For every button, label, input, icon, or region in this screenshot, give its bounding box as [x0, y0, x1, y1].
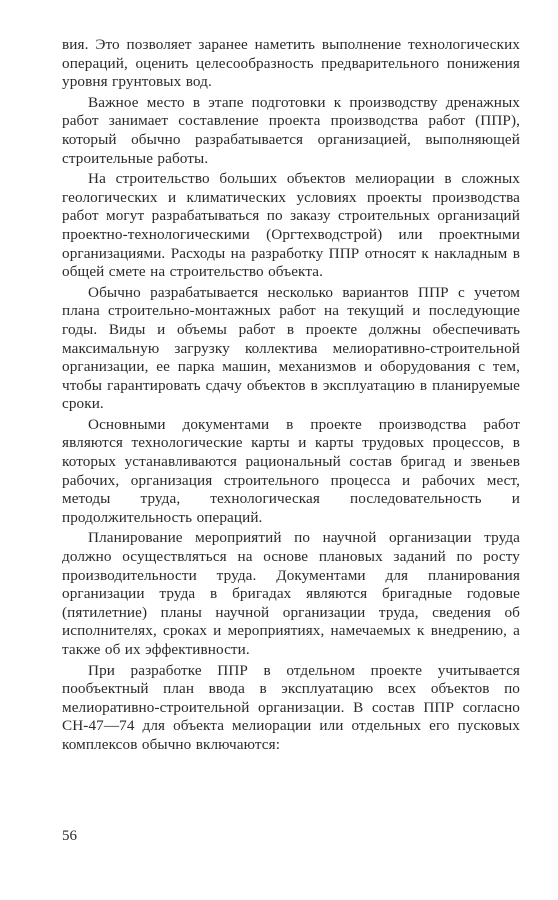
paragraph-continuation: вия. Это позволяет заранее наметить выполнение технологических операций, оценить целесообразность предварительного понижения уровня грунтовых вод. [62, 36, 520, 91]
paragraph-variants: Обычно разрабатывается несколько вариантов ППР с учетом плана строительно-монтажных работ на текущий и последующие годы. Виды и объемы работ в проекте должны обеспечивать максимальную загрузку коллектива мелиоративно-строительной организации, ее парка машин, механизмов и оборудования с тем, чтобы гарантировать сдачу объектов в эксплуатацию в планируемые сроки. [62, 283, 520, 413]
paragraph-main-documents: Основными документами в проекте производства работ являются технологические карты и карты трудовых процессов, в которых устанавливаются рациональный состав бригад и звеньев рабочих, организация строительного процесса и рабочих мест, методы труда, технологическая последовательность и продолжительность операций. [62, 415, 520, 526]
page-body [62, 36, 520, 755]
paragraph-ppr-contents: При разработке ППР в отдельном проекте учитывается пообъектный план ввода в эксплуатацию всех объектов по мелиоративно-строительной организации. В состав ППР согласно СН-47—74 для объекта мелиорации или отдельных его пусковых комплексов обычно включаются: [62, 661, 520, 753]
paragraph-labor-planning: Планирование мероприятий по научной организации труда должно осуществляться на основе плановых заданий по росту производительности труда. Документами для планирования организации труда в бригадах являются бригадные годовые (пятилетние) планы научной организации труда, сведения об исполнителях, сроках и мероприятиях, намечаемых к внедрению, а также об их эффективности. [62, 529, 520, 658]
paragraph-large-objects: На строительство больших объектов мелиорации в сложных геологических и климатических условиях проекты производства работ могут разрабатываться по заказу строительных организаций проектно-технологическими (Оргтехводстрой) или проектными организациями. Расходы на разработку ППР относят к накладным в общей смете на строительство объекта. [62, 170, 520, 281]
page-number: 56 [62, 828, 77, 844]
paragraph-ppr-preparation: Важное место в этапе подготовки к производству дренажных работ занимает составление проекта производства работ (ППР), который обычно разрабатывается организацией, выполняющей строительные работы. [62, 93, 520, 167]
